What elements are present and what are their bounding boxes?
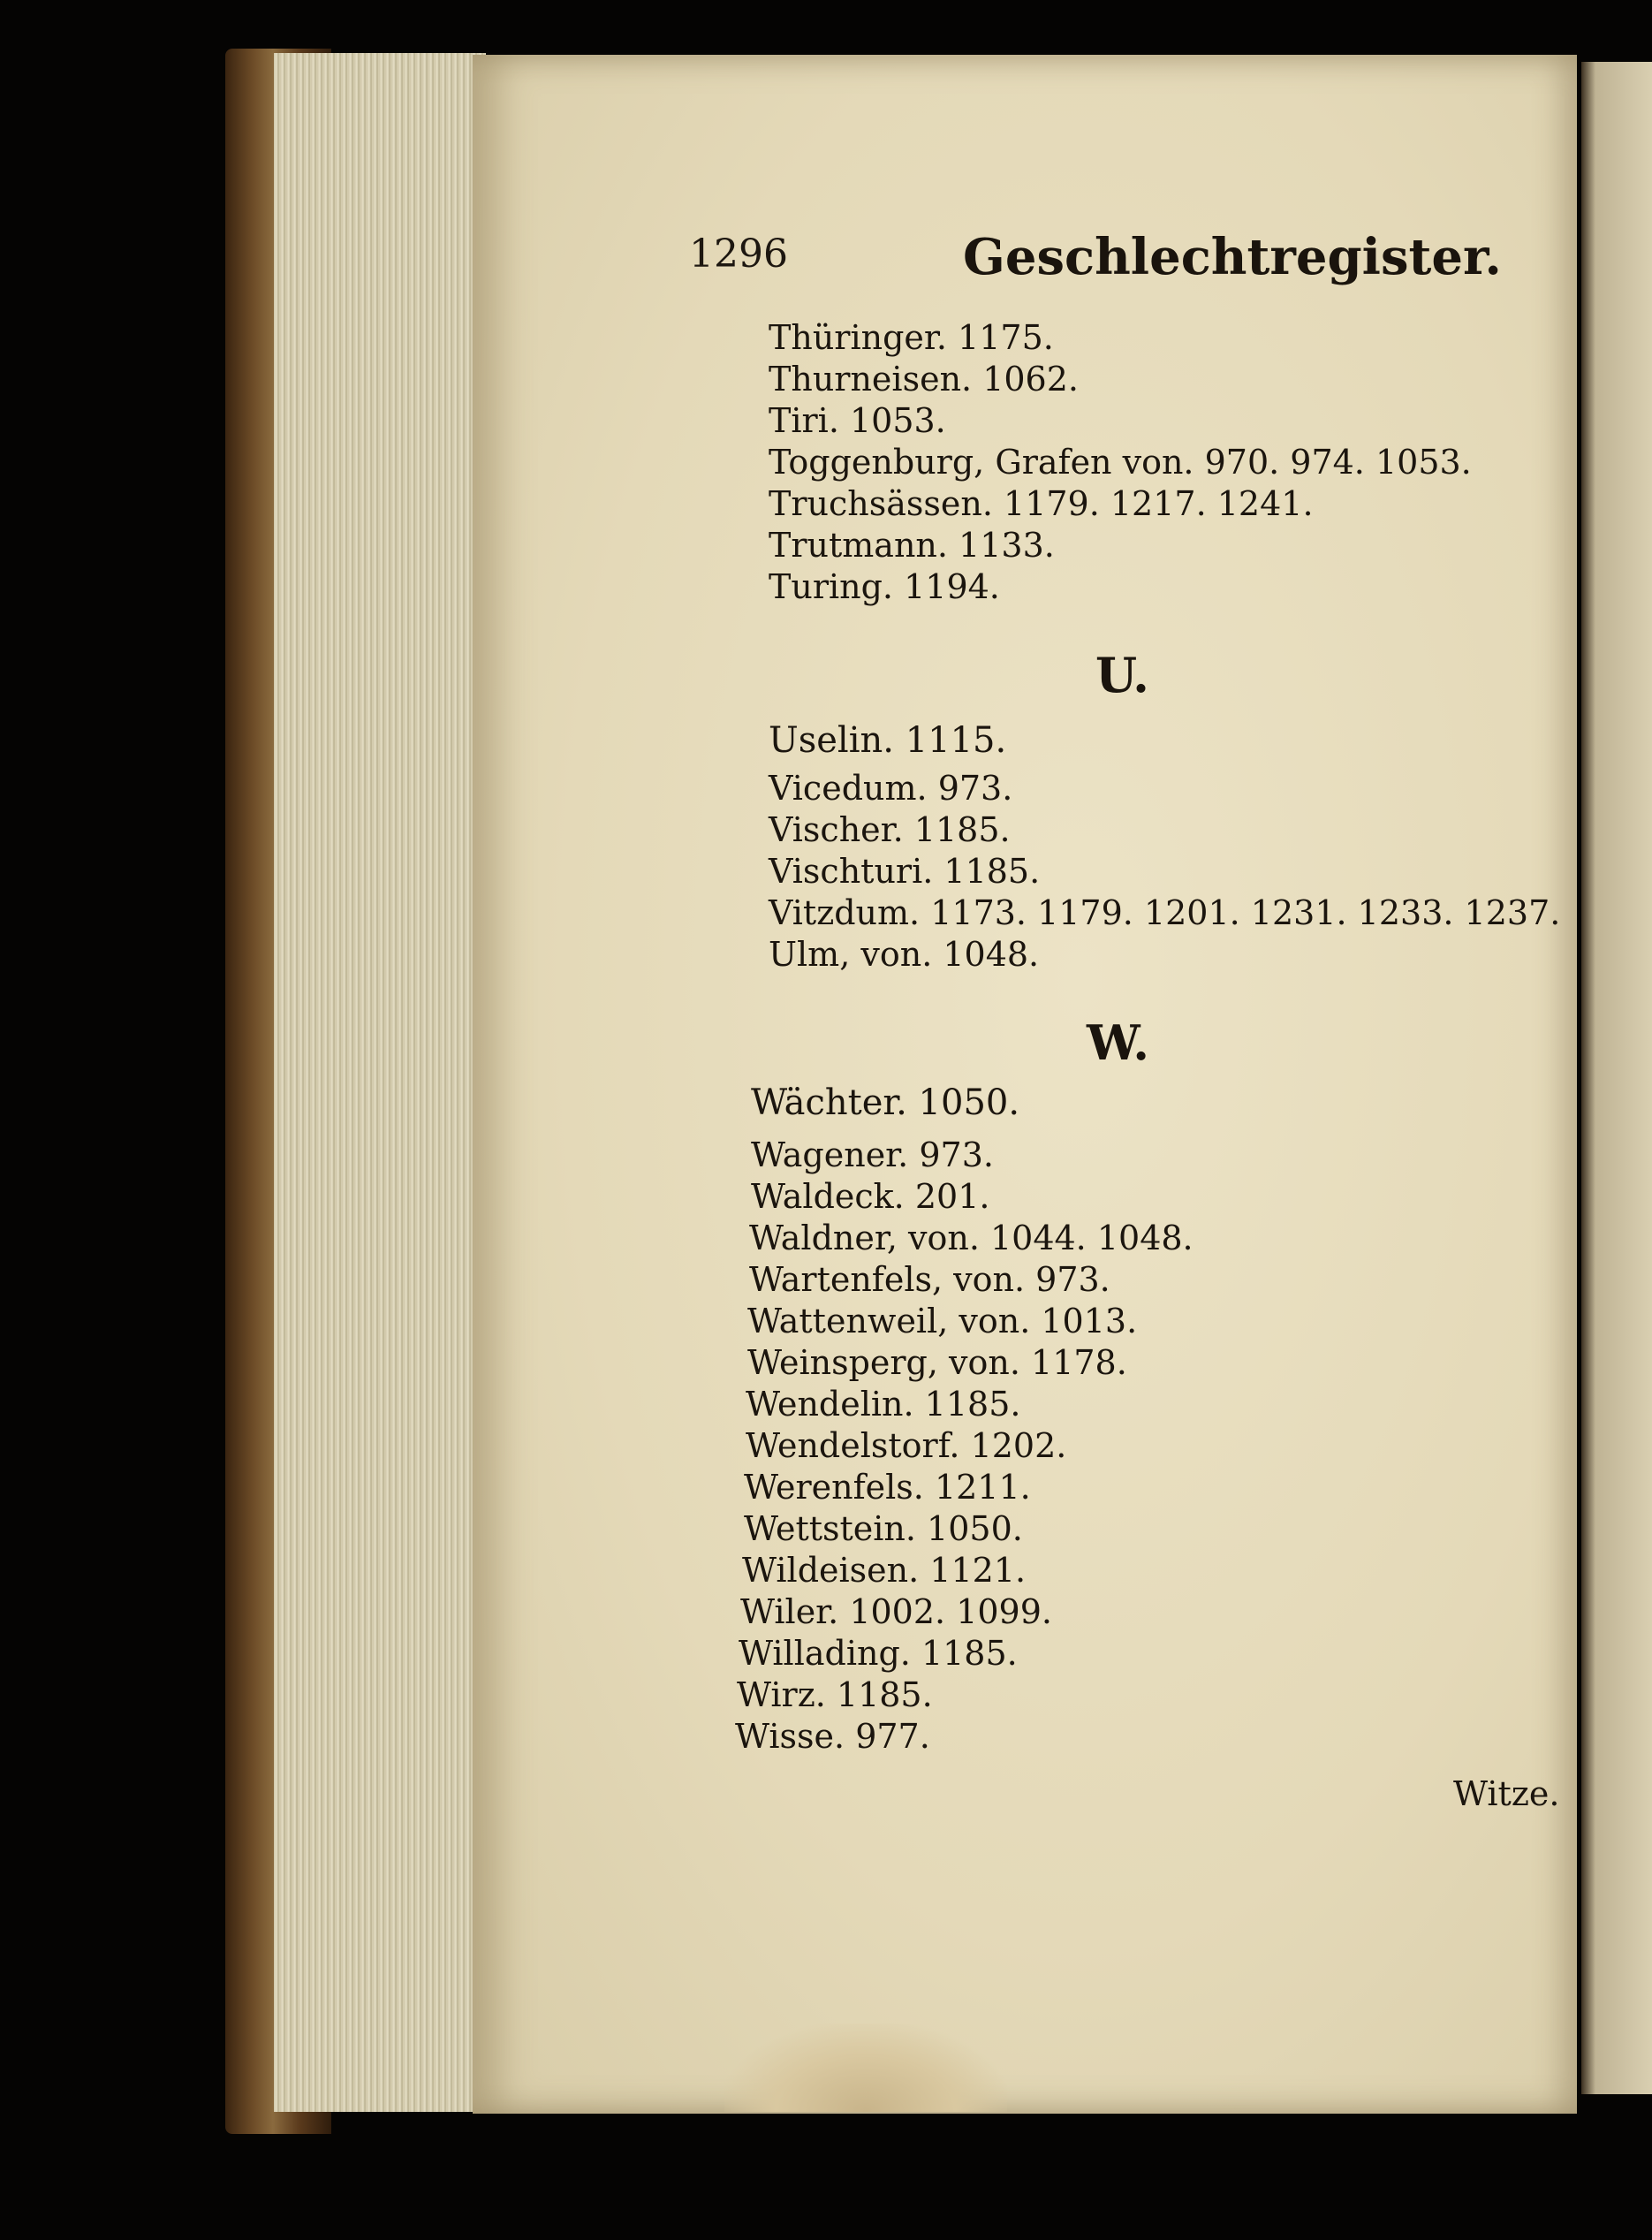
index-entry: Waldeck. 201. bbox=[751, 1177, 990, 1216]
section-heading-w: W. bbox=[1087, 1014, 1150, 1071]
index-entry: Tiri. 1053. bbox=[769, 401, 946, 440]
index-entry: Wettstein. 1050. bbox=[744, 1509, 1023, 1548]
index-entry: Werenfels. 1211. bbox=[744, 1468, 1031, 1507]
index-entry: Thüringer. 1175. bbox=[769, 318, 1054, 357]
index-entry: Waldner, von. 1044. 1048. bbox=[749, 1219, 1194, 1257]
page-header bbox=[689, 228, 1502, 286]
facing-page-edge bbox=[1581, 62, 1652, 2094]
index-entry: Wendelin. 1185. bbox=[746, 1385, 1021, 1424]
index-entry: Willading. 1185. bbox=[739, 1634, 1018, 1673]
index-entry: Truchsässen. 1179. 1217. 1241. bbox=[769, 484, 1314, 523]
index-entry: Trutmann. 1133. bbox=[769, 526, 1055, 565]
index-entry: Thurneisen. 1062. bbox=[769, 360, 1079, 399]
index-entry: Wattenweil, von. 1013. bbox=[747, 1302, 1138, 1340]
index-entry: Wirz. 1185. bbox=[737, 1675, 933, 1714]
page-damage-stain bbox=[724, 2024, 1007, 2112]
index-entry: Ulm, von. 1048. bbox=[769, 935, 1040, 974]
catchword: Witze. bbox=[1453, 1774, 1560, 1813]
index-entry: Wartenfels, von. 973. bbox=[749, 1260, 1110, 1299]
index-entry: Weinsperg, von. 1178. bbox=[747, 1343, 1127, 1382]
index-entry: Wagener. 973. bbox=[751, 1135, 994, 1174]
index-entry: Wächter. 1050. bbox=[751, 1082, 1020, 1123]
index-entry: Wiler. 1002. 1099. bbox=[740, 1592, 1052, 1631]
running-head: Geschlechtregister. bbox=[963, 228, 1502, 286]
index-entry: Wildeisen. 1121. bbox=[742, 1551, 1027, 1590]
page-stack-edges bbox=[274, 53, 486, 2112]
page-number: 1296 bbox=[689, 232, 788, 277]
index-entry: Vischer. 1185. bbox=[769, 810, 1011, 849]
section-heading-u: U. bbox=[1095, 647, 1149, 703]
index-entry: Wendelstorf. 1202. bbox=[746, 1426, 1067, 1465]
index-entry: Vitzdum. 1173. 1179. 1201. 1231. 1233. 1237. bbox=[769, 893, 1561, 932]
index-entry: Uselin. 1115. bbox=[769, 720, 1007, 761]
index-entry: Vischturi. 1185. bbox=[769, 852, 1041, 891]
index-entry: Vicedum. 973. bbox=[769, 769, 1013, 808]
index-entry: Toggenburg, Grafen von. 970. 974. 1053. bbox=[769, 443, 1472, 482]
index-entry: Wisse. 977. bbox=[735, 1717, 930, 1756]
index-entry: Turing. 1194. bbox=[769, 567, 1000, 606]
